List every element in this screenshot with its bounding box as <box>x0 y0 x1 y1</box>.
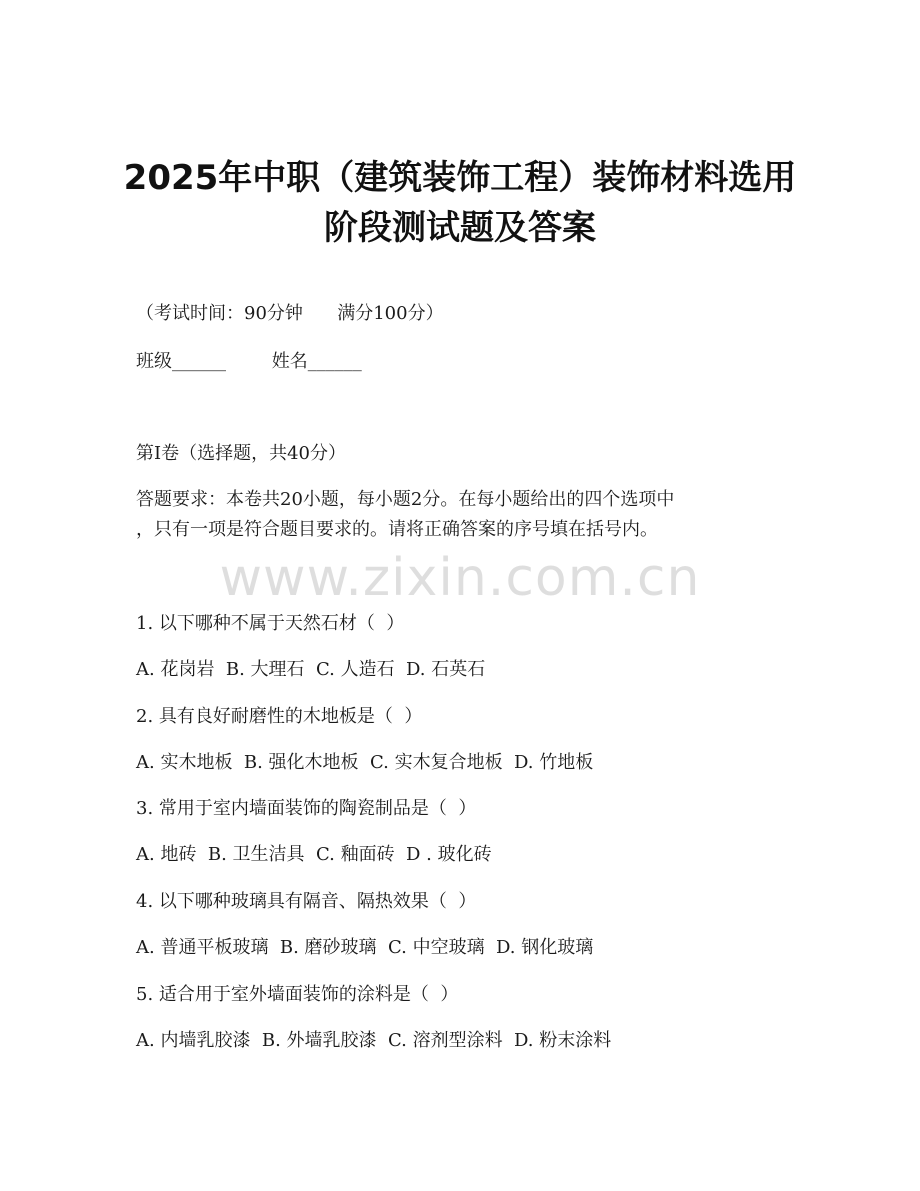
question-options: A. 内墙乳胶漆 B. 外墙乳胶漆 C. 溶剂型涂料 D. 粉末涂料 <box>136 1030 612 1051</box>
document-title-line-2: 阶段测试题及答案 <box>324 208 596 248</box>
question-options: A. 普通平板玻璃 B. 磨砂玻璃 C. 中空玻璃 D. 钢化玻璃 <box>136 937 594 958</box>
question-stem: 1. 以下哪种不属于天然石材（ ） <box>136 613 405 634</box>
question-stem: 2. 具有良好耐磨性的木地板是（ ） <box>136 706 423 727</box>
question-stem: 5. 适合用于室外墙面装饰的涂料是（ ） <box>136 984 459 1005</box>
question-options: A. 实木地板 B. 强化木地板 C. 实木复合地板 D. 竹地板 <box>136 752 594 773</box>
document-title-line-1: 2025年中职（建筑装饰工程）装饰材料选用 <box>123 158 797 198</box>
exam-info: （考试时间：90分钟 满分100分） <box>136 303 444 324</box>
watermark: www.zixin.com.cn <box>219 548 701 608</box>
question-options: A. 花岗岩 B. 大理石 C. 人造石 D. 石英石 <box>136 659 486 680</box>
class-name-fields: 班级______ 姓名______ <box>136 351 362 372</box>
question-stem: 4. 以下哪种玻璃具有隔音、隔热效果（ ） <box>136 891 477 912</box>
instructions-line-2: ，只有一项是符合题目要求的。请将正确答案的序号填在括号内。 <box>136 519 658 540</box>
question-stem: 3. 常用于室内墙面装饰的陶瓷制品是（ ） <box>136 798 477 819</box>
question-options: A. 地砖 B. 卫生洁具 C. 釉面砖 D . 玻化砖 <box>136 844 492 865</box>
instructions-line-1: 答题要求：本卷共20小题，每小题2分。在每小题给出的四个选项中 <box>136 489 675 510</box>
section-title: 第I卷（选择题，共40分） <box>136 443 347 464</box>
